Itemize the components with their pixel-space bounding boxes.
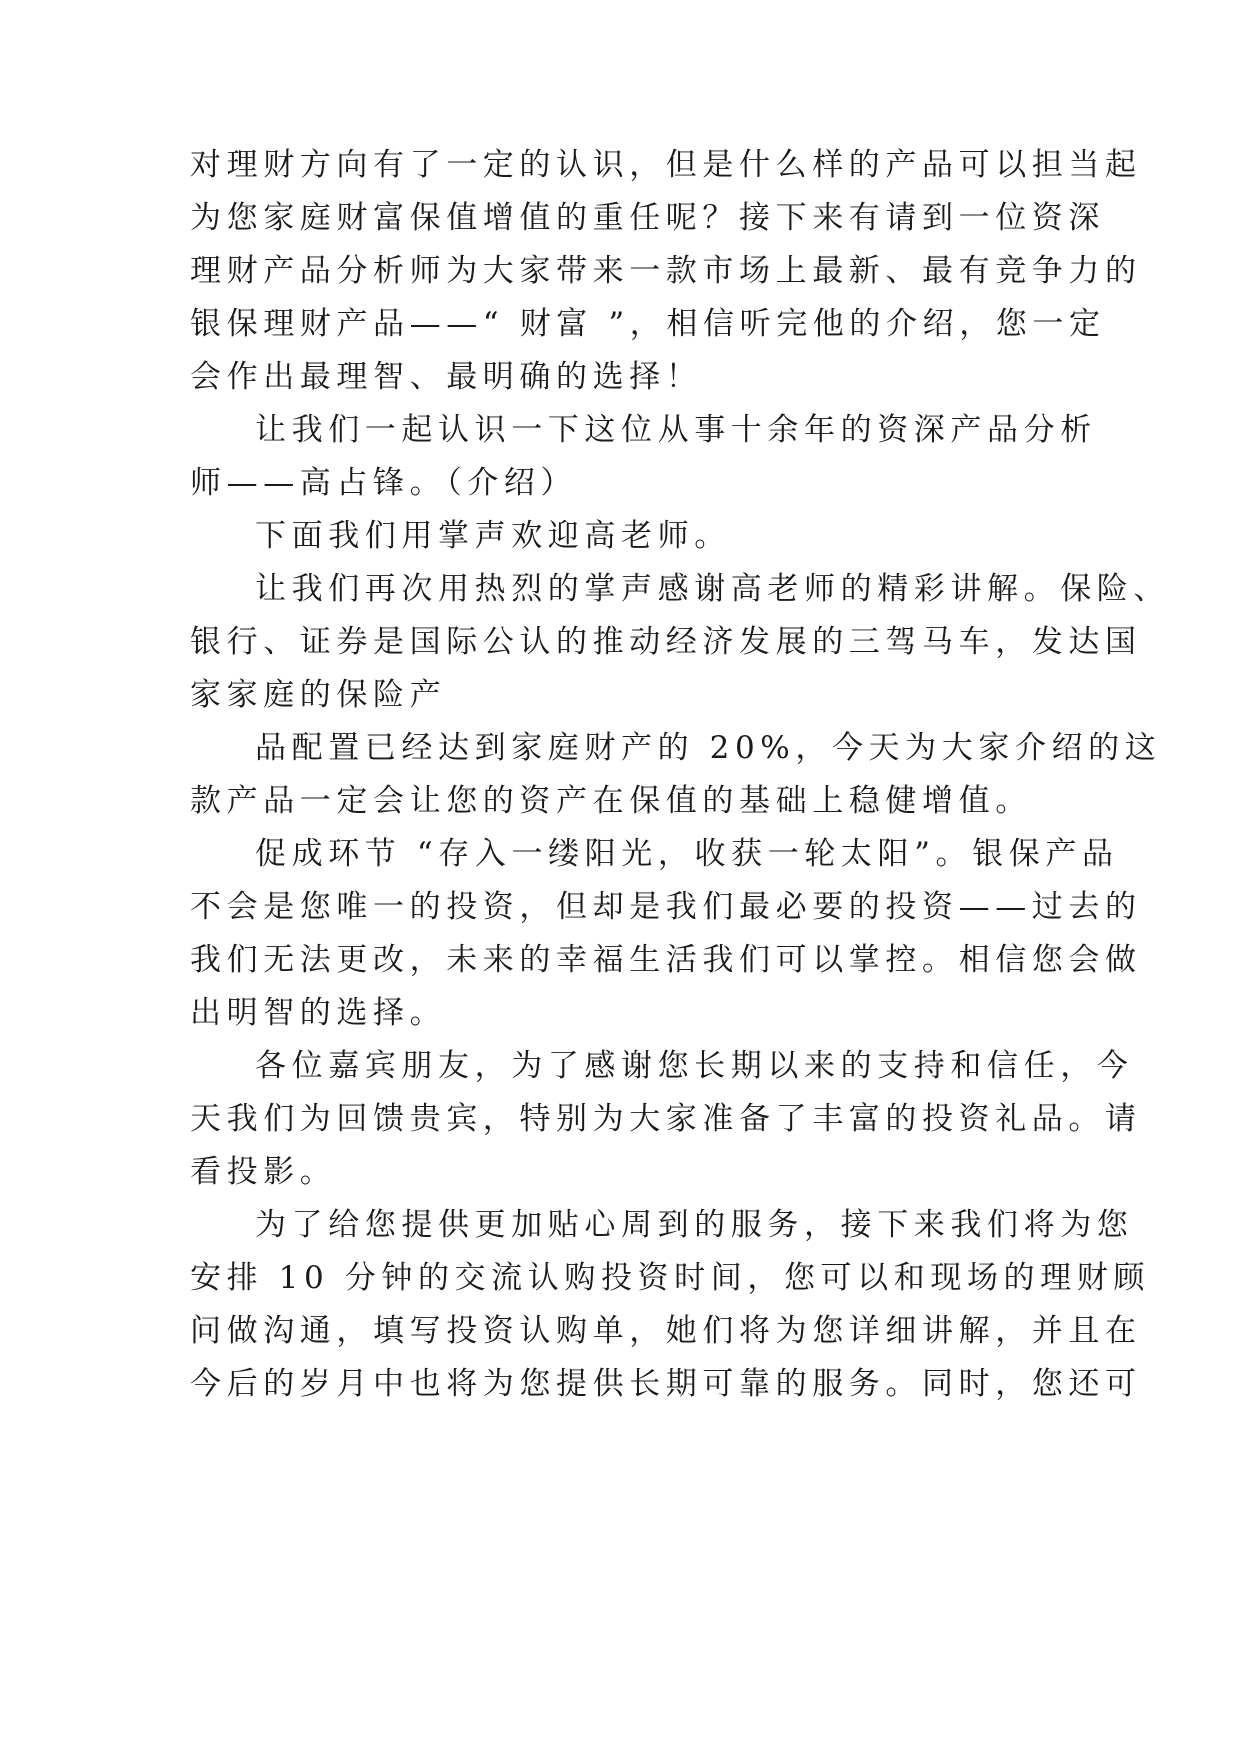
text-line: 师——高占锋。（介绍） xyxy=(190,465,578,501)
paragraph-first-line: 下面我们用掌声欢迎高老师。 xyxy=(255,518,731,554)
text-line: 会作出最理智、最明确的选择！ xyxy=(190,359,703,395)
text-line: 对理财方向有了一定的认识，但是什么样的产品可以担当起 xyxy=(190,147,1142,183)
paragraph-first-line: 各位嘉宾朋友，为了感谢您长期以来的支持和信任，今 xyxy=(255,1048,1134,1084)
text-line: 银保理财产品——“ 财富 ”，相信听完他的介绍，您一定 xyxy=(190,306,1106,342)
text-line: 今后的岁月中也将为您提供长期可靠的服务。同时，您还可 xyxy=(190,1366,1142,1402)
text-line: 看投影。 xyxy=(190,1154,337,1190)
paragraph-first-line: 为了给您提供更加贴心周到的服务，接下来我们将为您 xyxy=(255,1207,1134,1243)
text-line: 为您家庭财富保值增值的重任呢？接下来有请到一位资深 xyxy=(190,200,1105,236)
text-line: 安排 10 分钟的交流认购投资时间，您可以和现场的理财顾 xyxy=(190,1260,1150,1296)
text-line: 家家庭的保险产 xyxy=(190,677,447,713)
paragraph-first-line: 让我们再次用热烈的掌声感谢高老师的精彩讲解。保险、 xyxy=(255,571,1170,607)
text-line: 出明智的选择。 xyxy=(190,995,447,1031)
text-line: 我们无法更改，未来的幸福生活我们可以掌控。相信您会做 xyxy=(190,942,1142,978)
text-line: 款产品一定会让您的资产在保值的基础上稳健增值。 xyxy=(190,783,1032,819)
text-line: 银行、证券是国际公认的推动经济发展的三驾马车，发达国 xyxy=(190,624,1142,660)
paragraph-first-line: 让我们一起认识一下这位从事十余年的资深产品分析 xyxy=(255,412,1097,448)
paragraph-first-line: 促成环节 “存入一缕阳光，收获一轮太阳”。银保产品 xyxy=(255,836,1119,872)
text-line: 不会是您唯一的投资，但却是我们最必要的投资——过去的 xyxy=(190,889,1142,925)
paragraph-first-line: 品配置已经达到家庭财产的 20%，今天为大家介绍的这 xyxy=(255,730,1162,766)
text-line: 问做沟通，填写投资认购单，她们将为您详细讲解，并且在 xyxy=(190,1313,1142,1349)
text-line: 理财产品分析师为大家带来一款市场上最新、最有竞争力的 xyxy=(190,253,1142,289)
text-line: 天我们为回馈贵宾，特别为大家准备了丰富的投资礼品。请 xyxy=(190,1101,1142,1137)
